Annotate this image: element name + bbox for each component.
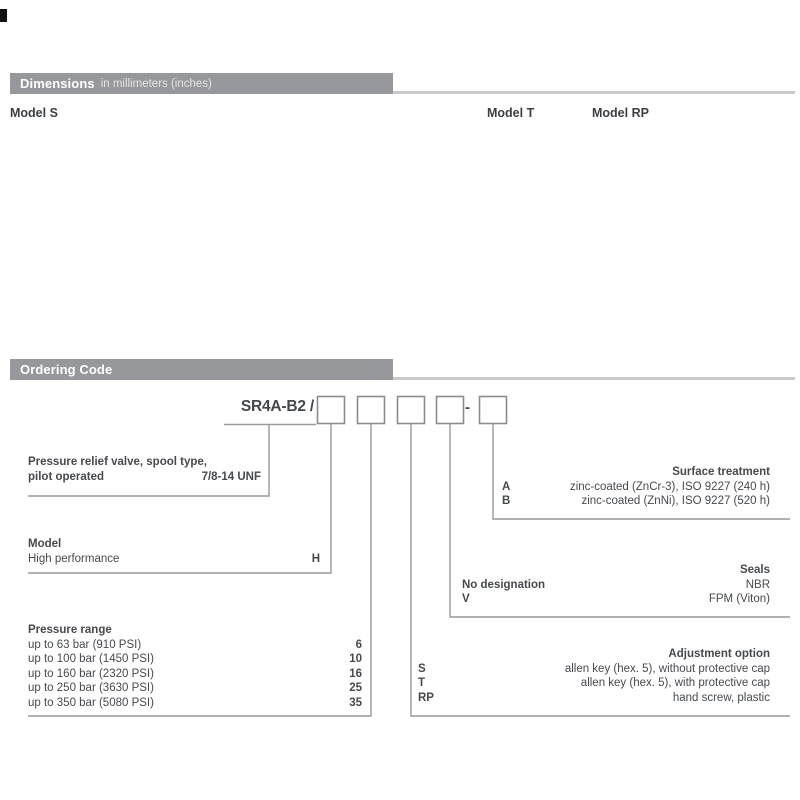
ordering-code-separator: - (465, 399, 470, 416)
ordering-title: Ordering Code (20, 362, 113, 377)
model-option-code: H (311, 552, 320, 565)
wrench2-size: 17 (372, 140, 383, 151)
pressure-option-label: up to 63 bar (910 PSI) (28, 638, 142, 651)
pressure-option-code: 35 (349, 696, 362, 709)
wrench-size-icon (253, 141, 261, 149)
wrench1-torque-lbf: (25.81+3.69 lbf.ft) (226, 167, 300, 178)
seals-option-label: FPM (Viton) (708, 593, 770, 606)
seals-option-code: No designation (462, 578, 546, 591)
pressure-option-label: up to 250 bar (3630 PSI) (28, 682, 154, 695)
pressure-decrease-label: - p (389, 291, 400, 301)
ordering-seals-block (450, 563, 770, 607)
model-s-heading: Model S (10, 106, 58, 120)
dimensions-title: Dimensions (20, 76, 95, 91)
model-block-title: Model (28, 538, 62, 550)
pressure-option-code: 6 (355, 638, 362, 651)
wrench-size-icon (362, 141, 370, 149)
wrench1-torque: 35+5 Nm (249, 156, 287, 167)
ordering-type-block (28, 455, 261, 484)
code-box-2 (358, 397, 385, 424)
pressure-option-code: 10 (349, 653, 362, 666)
thread-size-label: 7/8-14UNF-2A (13, 202, 22, 256)
ordering-bar-tail (393, 377, 795, 380)
ordering-adjustment-block (410, 647, 770, 705)
seals-option-label: NBR (745, 578, 770, 591)
pressure-option-code: 25 (349, 682, 362, 695)
type-thread: 7/8-14 UNF (201, 470, 261, 483)
wrench2-torque-lbf: (7.38+1.48 lbf.ft) (357, 167, 425, 178)
ordering-code-prefix: SR4A-B2 / (240, 398, 314, 415)
ordering-section-bar (10, 359, 393, 380)
surface-option-code: B (502, 495, 511, 508)
code-box-5 (480, 397, 507, 424)
adjustment-option-code: T (418, 677, 426, 690)
total-length-label: 89 (3.50) (442, 317, 480, 328)
surface-option-code: A (502, 480, 511, 493)
length-b-label: 69 (2.72) (246, 316, 284, 327)
adjustment-option-label: allen key (hex. 5), with protective cap (580, 677, 770, 690)
pressure-option-code: 16 (349, 667, 362, 680)
ordering-surface-block (493, 465, 770, 509)
adjustment-block-title: Adjustment option (668, 648, 770, 660)
wrench2-torque: 10+2 Nm (393, 156, 431, 167)
adjustment-option-code: S (418, 662, 426, 675)
ordering-model-block (28, 537, 320, 566)
dimensions-subtitle: in millimeters (inches) (100, 77, 212, 90)
model-t-heading: Model T (487, 106, 535, 120)
adjustment-option-label: hand screw, plastic (672, 691, 770, 704)
surface-option-label: zinc-coated (ZnCr-3), ISO 9227 (240 h) (569, 480, 770, 493)
knob-length-label: 32(1.26) (695, 293, 731, 304)
seals-block-title: Seals (739, 564, 770, 576)
surface-option-label: zinc-coated (ZnNi), ISO 9227 (520 h) (581, 495, 770, 508)
code-box-4 (437, 397, 464, 424)
pressure-option-label: up to 350 bar (5080 PSI) (28, 696, 154, 709)
body-diameter-label: Ø26,5 (1.04) (388, 202, 398, 256)
length-a-label: 31 (1.22) (86, 316, 124, 327)
pilot-diameter-label: Ø15,82 (0.62) (33, 203, 42, 255)
model-rp-heading: Model RP (592, 106, 649, 120)
cap-length-label: 20 (0.79) (497, 294, 536, 305)
type-line1: Pressure relief valve, spool type, (28, 456, 207, 468)
type-line2: pilot operated (28, 470, 105, 483)
rp-total-length-label: 81 (3.19) (621, 315, 659, 326)
code-box-3 (398, 397, 425, 424)
seals-option-code: V (462, 593, 470, 606)
hex-socket-size: 5 (415, 273, 421, 284)
model-option-label: High performance (28, 552, 120, 565)
wrench1-size: 24 (264, 140, 275, 151)
adjustment-option-code: RP (418, 691, 434, 704)
dimensions-drawing (0, 0, 800, 352)
knob-diameter-label: Ø 40 (1.57) (765, 205, 775, 253)
pressure-option-label: up to 160 bar (2320 PSI) (28, 667, 154, 680)
pressure-increase-label: + p (424, 291, 438, 301)
code-box-1 (318, 397, 345, 424)
surface-block-title: Surface treatment (672, 466, 770, 478)
ordering-pressure-block (28, 623, 362, 711)
adjustment-option-label: allen key (hex. 5), without protective cap (564, 662, 770, 675)
pressure-option-label: up to 100 bar (1450 PSI) (28, 653, 154, 666)
pressure-block-title: Pressure range (28, 624, 112, 636)
